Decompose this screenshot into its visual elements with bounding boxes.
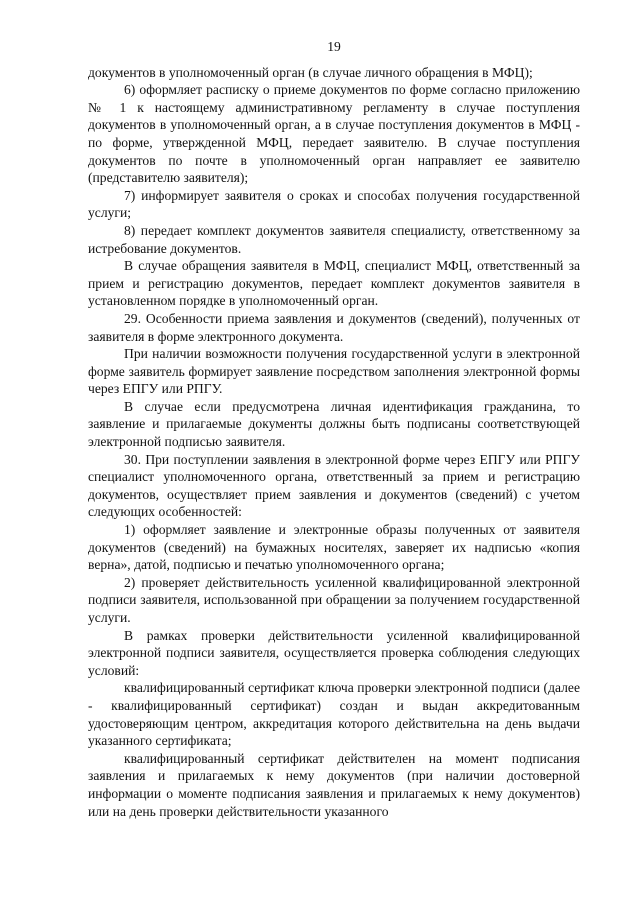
paragraph: 2) проверяет действительность усиленной квалифицированной электронной подписи заявителя, использованной при обращении за получением государственной услуги. xyxy=(88,574,580,625)
paragraph: 7) информирует заявителя о сроках и способах получения государственной услуги; xyxy=(88,187,580,221)
paragraph: 30. При поступлении заявления в электронной форме через ЕПГУ или РПГУ специалист уполномоченного органа, ответственный за прием и регистрацию документов, осуществляет прием заявления и документов (сведений) с учетом следующих особенностей: xyxy=(88,451,580,520)
paragraph: 29. Особенности приема заявления и документов (сведений), полученных от заявителя в форме электронного документа. xyxy=(88,310,580,344)
document-page xyxy=(88,38,580,820)
paragraph: квалифицированный сертификат ключа проверки электронной подписи (далее - квалифицированный сертификат) создан и выдан аккредитованным удостоверяющим центром, аккредитация которого действительна на день выдачи указанного сертификата; xyxy=(88,680,580,749)
paragraph: В случае если предусмотрена личная идентификация гражданина, то заявление и прилагаемые документы должны быть подписаны соответствующей электронной подписью заявителя. xyxy=(88,398,580,450)
document-body xyxy=(88,64,580,821)
paragraph: квалифицированный сертификат действителен на момент подписания заявления и прилагаемых к нему документов (при наличии достоверной информации о моменте подписания заявления и прилагаемых к нему документов) или на день проверки действительности указанного xyxy=(88,750,580,819)
paragraph: В рамках проверки действительности усиленной квалифицированной электронной подписи заявителя, осуществляется проверка соблюдения следующих условий: xyxy=(88,627,580,678)
paragraph: В случае обращения заявителя в МФЦ, специалист МФЦ, ответственный за прием и регистрацию документов, передает комплект документов заявителя в установленном порядке в уполномоченный орган. xyxy=(88,258,580,309)
paragraph: При наличии возможности получения государственной услуги в электронной форме заявитель формирует заявление посредством заполнения электронной формы через ЕПГУ или РПГУ. xyxy=(88,346,580,397)
paragraph: 8) передает комплект документов заявителя специалисту, ответственному за истребование документов. xyxy=(88,222,580,256)
paragraph: 6) оформляет расписку о приеме документов по форме согласно приложению № 1 к настоящему административному регламенту в случае поступления документов в уполномоченный орган, а в случае поступления документов в МФЦ - по форме, утвержденной МФЦ, передает заявителю. В случае поступления документов по почте в уполномоченный орган направляет ее заявителю (представителю заявителя); xyxy=(88,82,580,186)
paragraph: 1) оформляет заявление и электронные образы полученных от заявителя документов (сведений) на бумажных носителях, заверяет их надписью «копия верна», датой, подписью и печатью уполномоченного органа; xyxy=(88,522,580,573)
page-number: 19 xyxy=(327,39,341,54)
paragraph: документов в уполномоченный орган (в случае личного обращения в МФЦ); xyxy=(88,64,533,80)
